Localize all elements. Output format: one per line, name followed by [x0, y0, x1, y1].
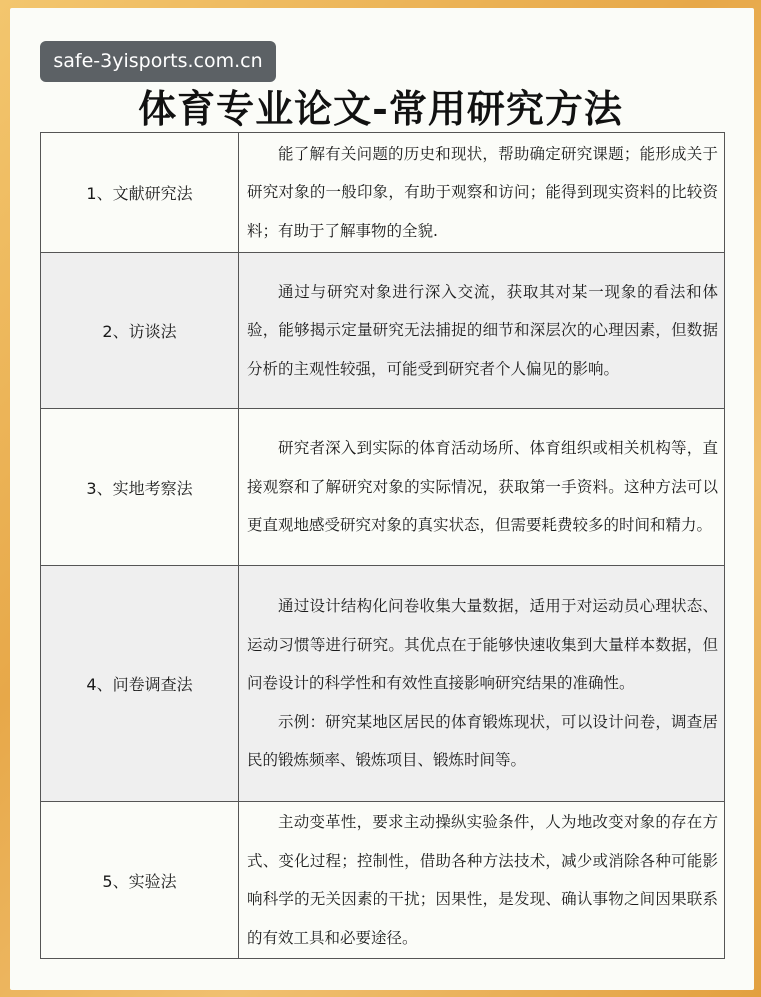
page-title: 体育专业论文-常用研究方法 [138, 86, 623, 131]
methods-table [40, 132, 725, 959]
table-row [41, 133, 725, 253]
description-paragraph: 通过设计结构化问卷收集大量数据，适用于对运动员心理状态、运动习惯等进行研究。其优点在于能够快速收集到大量样本数据，但问卷设计的科学性和有效性直接影响研究结果的准确性。 [247, 597, 718, 693]
method-name: 1、文献研究法 [41, 133, 239, 253]
watermark-label: safe-3yisports.com.cn [40, 41, 276, 82]
method-name: 5、实验法 [41, 802, 239, 959]
method-description [239, 566, 725, 802]
method-description [239, 253, 725, 409]
table-row [41, 409, 725, 566]
method-name: 3、实地考察法 [41, 409, 239, 566]
method-description [239, 133, 725, 253]
method-description [239, 802, 725, 959]
table-row [41, 566, 725, 802]
method-name: 2、访谈法 [41, 253, 239, 409]
description-paragraph: 通过与研究对象进行深入交流，获取其对某一现象的看法和体验，能够揭示定量研究无法捕捉的细节和深层次的心理因素，但数据分析的主观性较强，可能受到研究者个人偏见的影响。 [247, 282, 718, 378]
description-paragraph: 能了解有关问题的历史和现状，帮助确定研究课题；能形成关于研究对象的一般印象，有助于观察和访问；能得到现实资料的比较资料；有助于了解事物的全貌. [247, 144, 718, 240]
method-description [239, 409, 725, 566]
description-paragraph: 主动变革性，要求主动操纵实验条件，人为地改变对象的存在方式、变化过程；控制性，借助各种方法技术，减少或消除各种可能影响科学的无关因素的干扰；因果性，是发现、确认事物之间因果联系的有效工具和必要途径。 [247, 813, 718, 947]
table-row [41, 253, 725, 409]
method-name: 4、问卷调查法 [41, 566, 239, 802]
description-example: 示例：研究某地区居民的体育锻炼现状，可以设计问卷，调查居民的锻炼频率、锻炼项目、锻炼时间等。 [247, 712, 718, 770]
description-paragraph: 研究者深入到实际的体育活动场所、体育组织或相关机构等，直接观察和了解研究对象的实际情况，获取第一手资料。这种方法可以更直观地感受研究对象的真实状态，但需要耗费较多的时间和精力。 [247, 439, 718, 535]
table-row [41, 802, 725, 959]
